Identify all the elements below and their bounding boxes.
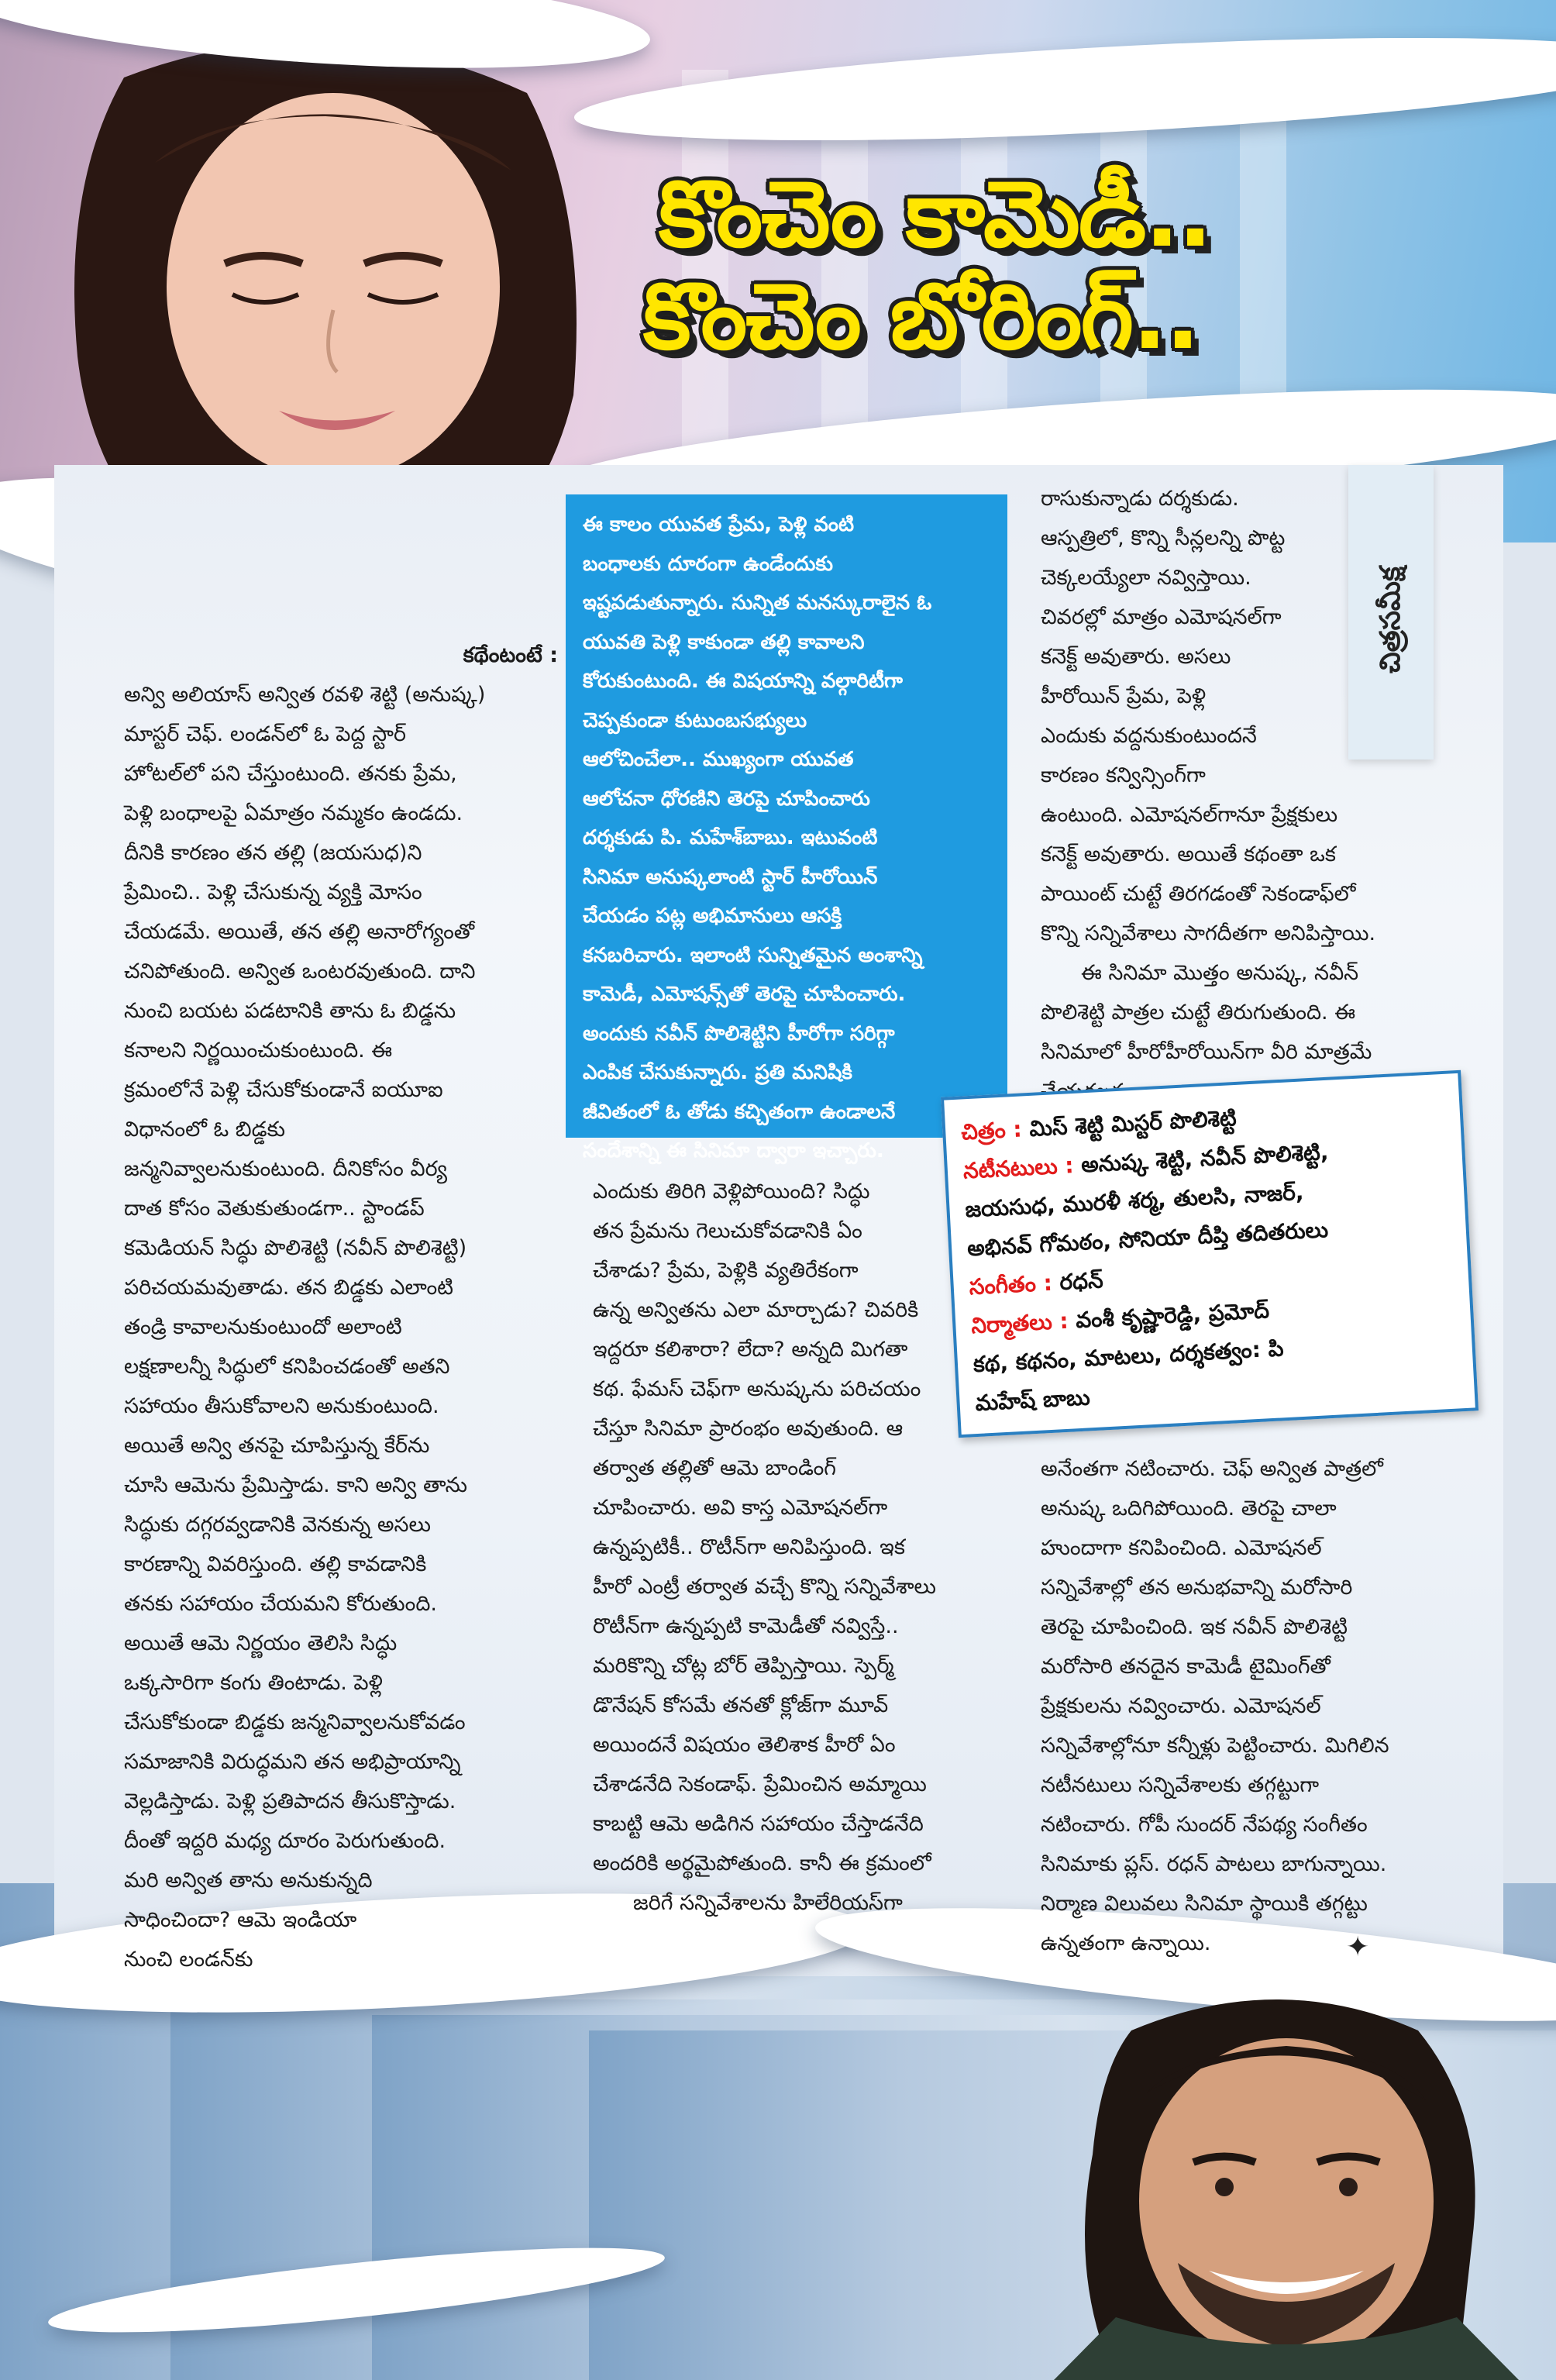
text-line: మరి అన్విత తాను అనుకున్నది xyxy=(124,1869,373,1893)
text-line: అయిందనే విషయం తెలిశాక హీరో ఏం xyxy=(593,1733,896,1757)
text-line: నిర్మాణ విలువలు సినిమా స్థాయికి తగ్గట్టు xyxy=(1041,1892,1368,1916)
text-line: రాసుకున్నాడు దర్శకుడు. xyxy=(1041,487,1239,511)
direction-value-2: మహేష్ బాబు xyxy=(974,1384,1091,1417)
text-line: తెరపై చూపించింది. ఇక నవీన్ పొలిశెట్టి xyxy=(1041,1615,1348,1639)
text-line: దాత కోసం వెతుకుతుండగా.. స్టాండప్ xyxy=(124,1197,425,1221)
text-line: హీరోయిన్ ప్రేమ, పెళ్లి xyxy=(1041,684,1207,708)
column-3-top xyxy=(1041,479,1444,1111)
text-line: రొటీన్‌గా ఉన్నప్పటి కామెడీతో నవ్విస్తే.. xyxy=(593,1614,899,1638)
highlight-line: బంధాలకు దూరంగా ఉండేందుకు xyxy=(583,552,833,576)
text-line: కారణాన్ని వివరిస్తుంది. తల్లి కావడానికి xyxy=(124,1552,427,1576)
text-line: ప్రేమించి.. పెళ్లి చేసుకున్న వ్యక్తి మోసం xyxy=(124,880,422,904)
highlight-line: ఎంపిక చేసుకున్నారు. ప్రతి మనిషికి xyxy=(583,1061,852,1084)
cast-value-3: అభినవ్ గోమఠం, సోనియా దీప్తి తదితరులు xyxy=(966,1216,1329,1262)
text-line: తండ్రి కావాలనుకుంటుందో అలాంటి xyxy=(124,1315,402,1339)
text-line: సిద్ధుకు దగ్గరవ్వడానికి వెనకున్న అసలు xyxy=(124,1513,431,1537)
text-line: మాస్టర్ చెఫ్. లండన్‌లో ఓ పెద్ద స్టార్ xyxy=(124,722,406,746)
highlight-line: కోరుకుంటుంది. ఈ విషయాన్ని వల్గారిటీగా xyxy=(583,670,903,693)
highlight-line: ఈ కాలం యువత ప్రేమ, పెళ్లి వంటి xyxy=(583,513,855,536)
text-line: విధానంలో ఓ బిడ్డకు xyxy=(124,1118,286,1142)
direction-value: కథ, కథనం, మాటలు, దర్శకత్వం: పి xyxy=(972,1335,1285,1378)
end-mark-icon: ✦ xyxy=(1346,1931,1370,1963)
music-value: రధన్ xyxy=(1059,1267,1104,1296)
highlight-line: జీవితంలో ఓ తోడు కచ్చితంగా ఉండాలనే xyxy=(583,1100,896,1124)
text-line: సన్నివేశాల్లో తన అనుభవాన్ని మరోసారి xyxy=(1041,1576,1353,1600)
producers-label: నిర్మాతలు : xyxy=(970,1307,1069,1339)
text-line: పొలిశెట్టి పాత్రల చుట్టే తిరుగుతుంది. ఈ xyxy=(1041,1001,1356,1025)
text-line: ఉంటుంది. ఎమోషనల్‌గానూ ప్రేక్షకులు xyxy=(1041,803,1338,827)
producers-value: వంశీ కృష్ణారెడ్డి, ప్రమోద్ xyxy=(1075,1297,1270,1334)
text-line: సినిమాలో హీరోహీరోయిన్‌గా వీరి మాత్రమే xyxy=(1041,1040,1372,1064)
text-line: నుంచి బయట పడటానికి తాను ఓ బిడ్డను xyxy=(124,999,456,1023)
text-line: చేయడమే. అయితే, తన తల్లి అనారోగ్యంతో xyxy=(124,920,475,944)
text-line: హుందాగా కనిపించింది. ఎమోషనల్ xyxy=(1041,1536,1322,1560)
cast-value: అనుష్క శెట్టి, నవీన్ పొలిశెట్టి, xyxy=(1080,1138,1330,1178)
highlight-line: చేయడం పట్ల అభిమానులు ఆసక్తి xyxy=(583,904,842,928)
text-line: సమాజానికి విరుద్ధమని తన అభిప్రాయాన్ని xyxy=(124,1750,461,1774)
text-line: లక్షణాలన్నీ సిద్ధులో కనిపించడంతో అతని xyxy=(124,1355,450,1379)
text-line: తనకు సహాయం చేయమని కోరుతుంది. xyxy=(124,1592,437,1616)
film-label: చిత్రం : xyxy=(960,1116,1023,1145)
column-2 xyxy=(593,1172,980,1923)
text-line: ఉన్న అన్వితను ఎలా మార్చాడు? చివరికి xyxy=(593,1298,919,1322)
film-value: మిస్ శెట్టి మిస్టర్ పొలిశెట్టి xyxy=(1028,1104,1238,1142)
text-line: డొనేషన్ కోసమే తనతో క్లోజ్‌గా మూవ్ xyxy=(593,1693,889,1717)
cast-value-2: జయసుధ, మురళీ శర్మ, తులసి, నాజర్, xyxy=(964,1179,1305,1223)
cast-label: నటీనటులు : xyxy=(962,1152,1075,1184)
highlight-line: కనబరిచారు. ఇలాంటి సున్నితమైన అంశాన్ని xyxy=(583,943,923,967)
text-line: చేశాడు? ప్రేమ, పెళ్లికి వ్యతిరేకంగా xyxy=(593,1259,859,1283)
text-line: చేశాడనేది సెకండాఫ్. ప్రేమించిన అమ్మాయి xyxy=(593,1772,927,1796)
credits-box xyxy=(941,1070,1479,1438)
text-line: నటించారు. గోపీ సుందర్ నేపథ్య సంగీతం xyxy=(1041,1813,1368,1837)
text-line: అయితే అన్వి తనపై చూపిస్తున్న కేర్‌ను xyxy=(124,1434,430,1458)
text-line: అందరికి అర్థమైపోతుంది. కానీ ఈ క్రమంలో xyxy=(593,1851,931,1875)
highlight-line: దర్శకుడు పి. మహేశ్‌బాబు. ఇటువంటి xyxy=(583,826,878,849)
text-line: క్రమంలోనే పెళ్లి చేసుకోకుండానే ఐయూఐ xyxy=(124,1078,443,1102)
text-line: పెళ్లి బంధాలపై ఏమాత్రం నమ్మకం ఉండదు. xyxy=(124,801,463,825)
text-line: కనెక్ట్ అవుతారు. అయితే కథంతా ఒక xyxy=(1041,842,1336,866)
highlight-line: సినిమా అనుష్కలాంటి స్టార్ హీరోయిన్ xyxy=(583,865,878,889)
highlight-box xyxy=(566,494,1007,1162)
text-line: ఒక్కసారిగా కంగు తింటాడు. పెళ్లి xyxy=(124,1671,383,1695)
text-line: ఎందుకు వద్దనుకుంటుందనే xyxy=(1041,724,1257,748)
hero-photo xyxy=(914,1984,1556,2380)
text-line: చెక్కలయ్యేలా నవ్విస్తాయి. xyxy=(1041,566,1251,590)
text-line: చేస్తూ సినిమా ప్రారంభం అవుతుంది. ఆ xyxy=(593,1417,904,1441)
text-line: సహాయం తీసుకోవాలని అనుకుంటుంది. xyxy=(124,1394,439,1418)
text-line: దీంతో ఇద్దరి మధ్య దూరం పెరుగుతుంది. xyxy=(124,1829,446,1853)
highlight-line: ఆలోచనా ధోరణిని తెరపై చూపించారు xyxy=(583,787,870,811)
highlight-line: కామెడీ, ఎమోషన్స్‌తో తెరపై చూపించారు. xyxy=(583,983,906,1006)
text-line: అనుష్క ఒదిగిపోయింది. తెరపై చాలా xyxy=(1041,1497,1337,1521)
text-line: చూపించారు. అవి కాస్త ఎమోషనల్‌గా xyxy=(593,1496,888,1520)
text-line: కనాలని నిర్ణయించుకుంటుంది. ఈ xyxy=(124,1038,393,1063)
story-heading: కథేంటంటే : xyxy=(463,643,558,667)
text-line: అయితే ఆమె నిర్ణయం తెలిసి సిద్ధు xyxy=(124,1631,398,1655)
text-line: పరిచయమవుతాడు. తన బిడ్డకు ఎలాంటి xyxy=(124,1276,454,1300)
text-line: ఇద్దరూ కలిశారా? లేదా? అన్నది మిగతా xyxy=(593,1338,908,1362)
column-1 xyxy=(124,635,558,1979)
highlight-line: ఇష్టపడుతున్నారు. సున్నిత మనస్కురాలైన ఓ xyxy=(583,591,932,615)
text-line: మరికొన్ని చోట్ల బోర్ తెప్పిస్తాయి. స్పెర్మ్ xyxy=(593,1654,894,1678)
text-line: పాయింట్ చుట్టే తిరగడంతో సెకండాఫ్‌లో xyxy=(1041,882,1356,906)
highlight-line: అందుకు నవీన్ పొలిశెట్టిని హీరోగా సరిగ్గా xyxy=(583,1021,895,1045)
text-line: కమెడియన్ సిద్ధు పొలిశెట్టి (నవీన్ పొలిశెట్టి) xyxy=(124,1236,467,1260)
text-line: చివరల్లో మాత్రం ఎమోషనల్‌గా xyxy=(1041,605,1282,629)
text-line: చనిపోతుంది. అన్విత ఒంటరవుతుంది. దాని xyxy=(124,959,476,983)
text-line: చూసి ఆమెను ప్రేమిస్తాడు. కాని అన్వి తాను xyxy=(124,1473,467,1497)
text-line: జన్మనివ్వాలనుకుంటుంది. దీనికోసం వీర్య xyxy=(124,1157,447,1181)
text-line: ఆస్పత్రిలో, కొన్ని సీన్లలన్ని పొట్ట xyxy=(1041,526,1286,550)
text-line: హీరో ఎంట్రీ తర్వాత వచ్చే కొన్ని సన్నివేశాలు xyxy=(593,1575,937,1599)
text-line: ఎందుకు తిరిగి వెళ్లిపోయింది? సిద్ధు xyxy=(593,1180,870,1204)
text-line: తన ప్రేమను గెలుచుకోవడానికి ఏం xyxy=(593,1219,862,1243)
text-line: ఉన్నతంగా ఉన్నాయి. xyxy=(1041,1931,1211,1955)
text-line: హోటల్‌లో పని చేస్తుంటుంది. తనకు ప్రేమ, xyxy=(124,762,457,786)
section-tag: చిత్రసమీక్ష xyxy=(1375,567,1406,673)
highlight-line: సందేశాన్ని ఈ సినిమా ద్వారా ఇచ్చారు. xyxy=(583,1139,884,1162)
text-line: వెల్లడిస్తాడు. పెళ్లి ప్రతిపాదన తీసుకొస్తాడు. xyxy=(124,1789,456,1813)
text-line: జరిగే సన్నివేశాలను హిలేరియస్‌గా xyxy=(633,1891,903,1915)
column-3-bottom xyxy=(1041,1449,1459,1963)
text-line: కనెక్ట్ అవుతారు. అసలు xyxy=(1041,645,1231,669)
headline xyxy=(643,160,1511,370)
highlight-line: చెప్పకుండా కుటుంబసభ్యులు xyxy=(583,708,807,732)
highlight-line: యువతి పెళ్లి కాకుండా తల్లి కావాలని xyxy=(583,630,865,654)
music-label: సంగీతం : xyxy=(968,1269,1053,1300)
text-line: మరోసారి తనదైన కామెడీ టైమింగ్‌తో xyxy=(1041,1655,1331,1679)
text-line: అనేంతగా నటించారు. చెఫ్ అన్విత పాత్రలో xyxy=(1041,1457,1383,1481)
text-line: చేసుకోకుండా బిడ్డకు జన్మనివ్వాలనుకోవడం xyxy=(124,1710,466,1734)
text-line: సాధించిందా? ఆమె ఇండియా xyxy=(124,1908,357,1932)
highlight-line: ఆలోచించేలా.. ముఖ్యంగా యువత xyxy=(583,748,854,771)
text-line: కాబట్టి ఆమె అడిగిన సహాయం చేస్తాడనేది xyxy=(593,1812,924,1836)
text-line: దీనికి కారణం తన తల్లి (జయసుధ)ని xyxy=(124,841,422,865)
headline-line-2: కొంచెం బోరింగ్.. xyxy=(643,263,1199,370)
text-line: నటీనటులు సన్నివేశాలకు తగ్గట్టుగా xyxy=(1041,1773,1320,1797)
text-line: ఈ సినిమా మొత్తం అనుష్క, నవీన్ xyxy=(1081,961,1359,985)
text-line: కారణం కన్విన్సింగ్‌గా xyxy=(1041,763,1206,787)
text-line: ఉన్నప్పటికీ.. రొటీన్‌గా అనిపిస్తుంది. ఇక xyxy=(593,1535,905,1559)
text-line: అన్వి అలియాస్ అన్విత రవళి శెట్టి (అనుష్క) xyxy=(124,683,486,707)
text-line: కొన్ని సన్నివేశాలు సాగదీతగా అనిపిస్తాయి. xyxy=(1041,921,1376,945)
text-line: తర్వాత తల్లితో ఆమె బాండింగ్ xyxy=(593,1456,837,1480)
text-line: ప్రేక్షకులను నవ్వించారు. ఎమోషనల్ xyxy=(1041,1694,1321,1718)
text-line: కథ. ఫేమస్ చెఫ్‌గా అనుష్కను పరిచయం xyxy=(593,1377,921,1401)
headline-line-1: కొంచెం కామెడీ.. xyxy=(659,160,1211,267)
text-line: సన్నివేశాల్లోనూ కన్నీళ్లు పెట్టించారు. మిగిలిన xyxy=(1041,1734,1389,1758)
text-line: నుంచి లండన్‌కు xyxy=(124,1948,253,1972)
text-line: సినిమాకు ప్లస్. రధన్ పాటలు బాగున్నాయి. xyxy=(1041,1852,1387,1876)
